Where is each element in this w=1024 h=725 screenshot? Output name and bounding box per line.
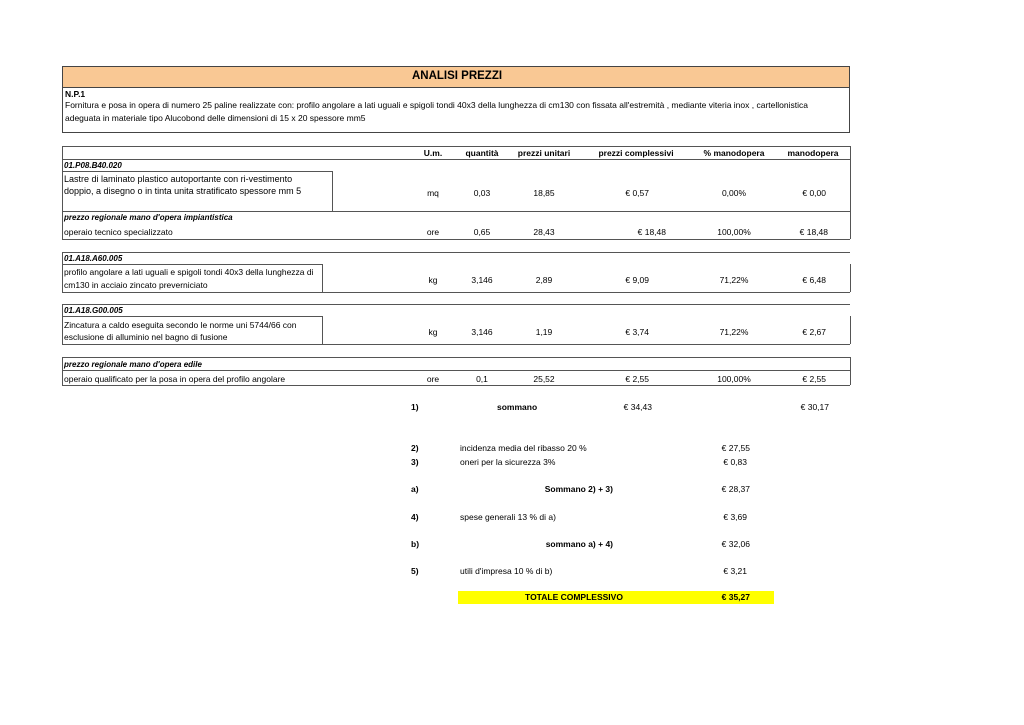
grand-total-label: TOTALE COMPLESSIVO	[525, 592, 623, 602]
item-labor: € 2,67	[802, 327, 826, 337]
header-prezzi-unitari: prezzi unitari	[517, 148, 571, 158]
item-um: ore	[426, 374, 440, 384]
item-labor: € 0,00	[802, 188, 826, 198]
divider	[62, 252, 850, 253]
item-unit-price: 2,89	[535, 275, 553, 285]
summary-number: 1)	[411, 402, 419, 412]
divider	[62, 344, 850, 345]
grand-total-value: € 35,27	[721, 592, 750, 602]
summary-number: a)	[411, 484, 419, 494]
item-labor: € 6,48	[802, 275, 826, 285]
summary-label: sommano	[497, 402, 538, 412]
summary-total: € 34,43	[623, 402, 652, 412]
item-perc-labor: 71,22%	[719, 327, 749, 337]
np-description-box	[62, 88, 850, 133]
divider	[850, 357, 851, 385]
summary-number: b)	[411, 539, 420, 549]
item-qty: 0,1	[476, 374, 488, 384]
header-um: U.m.	[423, 148, 443, 158]
divider	[62, 239, 850, 240]
summary-label: oneri per la sicurezza 3%	[460, 457, 556, 467]
divider	[62, 146, 850, 147]
header-prezzi-complessivi: prezzi complessivi	[598, 148, 674, 158]
item-qty: 0,03	[473, 188, 491, 198]
divider	[62, 292, 850, 293]
divider	[62, 171, 332, 172]
np-description: Fornitura e posa in opera di numero 25 paline realizzate con: profilo angolare a lati uguali e spigoli tondi 40x3 della lunghezza di cm130 con fissata all'estremità , mediante viteria inox , cartellonistica adeguata in materiale tipo Alucobond delle dimensioni di 15 x 20 spessore mm5	[65, 100, 808, 123]
item-code: 01.P08.B40.020	[64, 161, 122, 170]
item-description: doppio, a disegno o in tinta unita stratificato spessore mm 5	[64, 186, 302, 196]
item-unit-price: 25,52	[533, 374, 555, 384]
item-qty: 3,146	[471, 327, 493, 337]
divider	[62, 385, 850, 386]
divider	[62, 211, 850, 212]
divider	[62, 146, 63, 239]
divider	[62, 264, 322, 265]
item-unit-price: 1,19	[535, 327, 553, 337]
divider	[62, 370, 850, 371]
item-total: € 0,57	[625, 188, 649, 198]
item-um: kg	[428, 275, 438, 285]
item-total: € 3,74	[625, 327, 649, 337]
item-code: 01.A18.A60.005	[64, 254, 123, 263]
item-total: € 18,48	[637, 227, 666, 237]
item-qty: 3,146	[471, 275, 493, 285]
item-perc-labor: 71,22%	[719, 275, 749, 285]
item-perc-labor: 0,00%	[721, 188, 747, 198]
page-title: ANALISI PREZZI	[411, 70, 503, 82]
summary-number: 4)	[411, 512, 419, 522]
divider	[850, 146, 851, 239]
divider	[850, 316, 851, 344]
summary-label: Sommano 2) + 3)	[544, 484, 613, 494]
divider	[850, 264, 851, 292]
item-um: ore	[426, 227, 440, 237]
summary-value: € 27,55	[721, 443, 750, 453]
item-description: operaio qualificato per la posa in opera del profilo angolare	[64, 374, 286, 384]
divider	[62, 304, 63, 344]
summary-label: utili d'impresa 10 % di b)	[460, 566, 553, 576]
item-description: profilo angolare a lati uguali e spigoli tondi 40x3 della lunghezza di	[64, 267, 314, 277]
item-description: operaio tecnico specializzato	[64, 227, 173, 237]
divider	[62, 357, 850, 358]
divider	[322, 264, 323, 292]
item-labor: € 2,55	[802, 374, 826, 384]
header-quantita: quantità	[465, 148, 499, 158]
divider	[322, 316, 323, 344]
item-code: prezzo regionale mano d'opera impiantistica	[64, 213, 233, 222]
item-unit-price: 18,85	[533, 188, 555, 198]
item-um: kg	[428, 327, 438, 337]
item-total: € 9,09	[625, 275, 649, 285]
summary-number: 3)	[411, 457, 419, 467]
summary-label: incidenza media del ribasso 20 %	[460, 443, 587, 453]
summary-label: sommano a) + 4)	[545, 539, 613, 549]
summary-value: € 0,83	[723, 457, 747, 467]
summary-value: € 3,69	[723, 512, 747, 522]
divider	[62, 252, 63, 292]
header-manodopera: manodopera	[787, 148, 839, 158]
summary-value: € 3,21	[723, 566, 747, 576]
divider	[62, 316, 322, 317]
item-qty: 0,65	[473, 227, 491, 237]
np-code: N.P.1	[65, 89, 86, 99]
item-code: 01.A18.G00.005	[64, 306, 123, 315]
summary-labor: € 30,17	[800, 402, 829, 412]
item-description: Zincatura a caldo eseguita secondo le norme uni 5744/66 con	[64, 320, 297, 330]
item-um: mq	[427, 188, 439, 198]
summary-value: € 32,06	[721, 539, 750, 549]
summary-number: 2)	[411, 443, 419, 453]
summary-label: spese generali 13 % di a)	[460, 512, 556, 522]
summary-number: 5)	[411, 566, 419, 576]
item-perc-labor: 100,00%	[717, 227, 751, 237]
divider	[62, 304, 850, 305]
divider	[332, 171, 333, 211]
summary-value: € 28,37	[721, 484, 750, 494]
item-description: esclusione di alluminio nel bagno di fusione	[64, 332, 228, 342]
item-labor: € 18,48	[799, 227, 828, 237]
item-total: € 2,55	[625, 374, 649, 384]
divider	[62, 357, 63, 385]
item-unit-price: 28,43	[533, 227, 555, 237]
item-description: cm130 in acciaio zincato preverniciato	[64, 280, 208, 290]
item-code: prezzo regionale mano d'opera edile	[64, 360, 202, 369]
item-perc-labor: 100,00%	[717, 374, 751, 384]
title-bar	[62, 66, 850, 88]
item-description: Lastre di laminato plastico autoportante con ri-vestimento	[64, 174, 293, 184]
divider	[62, 159, 850, 160]
header-perc-manodopera: % manodopera	[703, 148, 765, 158]
